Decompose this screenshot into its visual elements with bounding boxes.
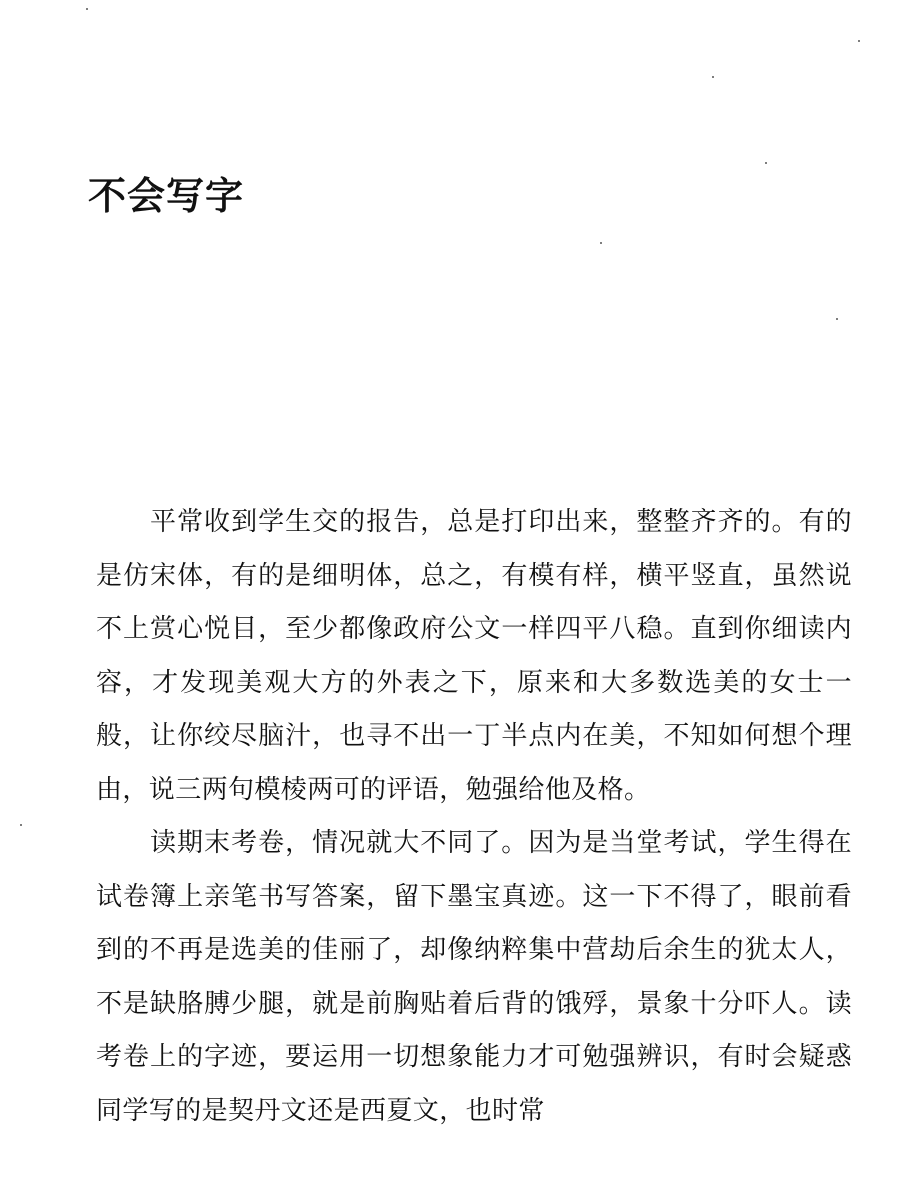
scan-speck	[836, 318, 838, 320]
scan-speck	[712, 76, 714, 78]
paragraph-1: 平常收到学生交的报告，总是打印出来，整整齐齐的。有的是仿宋体，有的是细明体，总之，有模有样，横平竖直，虽然说不上赏心悦目，至少都像政府公文一样四平八稳。直到你细读内容，才发现美观大方的外表之下，原来和大多数选美的女士一般，让你绞尽脑汁，也寻不出一丁半点内在美，不知如何想个理由，说三两句模棱两可的评语，勉强给他及格。	[96, 507, 852, 805]
scan-speck	[600, 242, 602, 244]
scan-speck	[858, 40, 860, 42]
scan-speck	[86, 8, 88, 10]
paragraph-2: 读期末考卷，情况就大不同了。因为是当堂考试，学生得在试卷簿上亲笔书写答案，留下墨宝真迹。这一下不得了，眼前看到的不再是选美的佳丽了，却像纳粹集中营劫后余生的犹太人，不是缺胳膊少腿，就是前胸贴着后背的饿殍，景象十分吓人。读考卷上的字迹，要运用一切想象能力才可勉强辨识，有时会疑惑同学写的是契丹文还是西夏文，也时常	[96, 828, 852, 1126]
essay-title: 不会写字	[88, 173, 245, 218]
scan-speck	[20, 824, 22, 826]
essay-body	[96, 496, 852, 1138]
scan-speck	[765, 162, 767, 164]
